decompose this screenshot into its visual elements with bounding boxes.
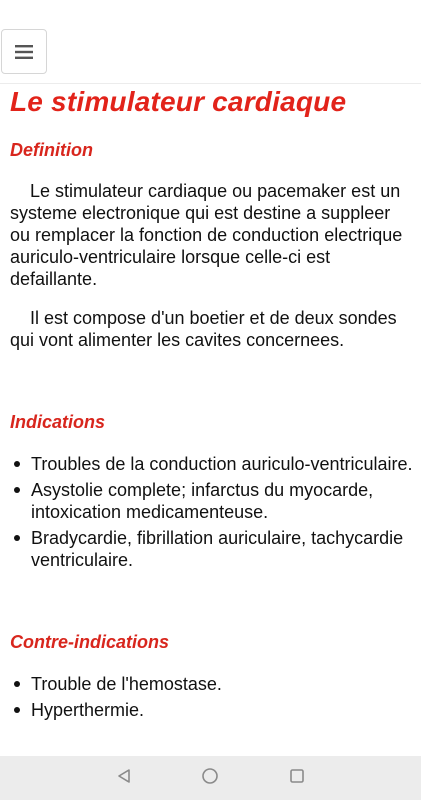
list-item — [10, 453, 414, 475]
recents-square-icon — [289, 768, 305, 789]
bullet-icon — [14, 487, 20, 493]
list-item — [10, 479, 414, 523]
system-nav-bar — [0, 756, 421, 800]
back-triangle-icon — [116, 768, 132, 789]
list-item-text: Troubles de la conduction auriculo-ventriculaire. — [31, 454, 413, 474]
nav-home-button[interactable] — [198, 766, 222, 790]
list-item — [10, 673, 414, 695]
section-heading-indications: Indications — [10, 412, 106, 432]
list-item-text: Trouble de l'hemostase. — [31, 674, 222, 694]
nav-recents-button[interactable] — [285, 766, 309, 790]
bullet-icon — [14, 707, 20, 713]
list-item-text: Hyperthermie. — [31, 700, 145, 720]
page-title: Le stimulateur cardiaque — [10, 86, 347, 117]
section-heading-definition: Definition — [10, 140, 93, 160]
contraindications-list — [10, 673, 414, 725]
list-item — [10, 699, 414, 721]
home-circle-icon — [201, 767, 219, 790]
indications-list — [10, 453, 414, 575]
list-item-text: Asystolie complete; infarctus du myocarde, intoxication medicamenteuse. — [31, 480, 374, 522]
article-content — [0, 84, 421, 756]
section-heading-contraindications: Contre-indications — [10, 632, 170, 652]
nav-back-button[interactable] — [112, 766, 136, 790]
definition-paragraph-2: Il est compose d'un boetier et de deux sondes qui vont alimenter les cavites concernees. — [10, 308, 397, 350]
bullet-icon — [14, 535, 20, 541]
bullet-icon — [14, 461, 20, 467]
app-bar — [0, 0, 421, 84]
menu-button[interactable] — [1, 29, 47, 74]
list-item — [10, 527, 414, 571]
list-item-text: Bradycardie, fibrillation auriculaire, tachycardie ventriculaire. — [31, 528, 404, 570]
definition-paragraph-1: Le stimulateur cardiaque ou pacemaker est un systeme electronique qui est destine a suppleer ou remplacer la fonction de conduction electrique auriculo-ventriculaire lorsque celle-ci est defaillante. — [10, 181, 403, 289]
hamburger-menu-icon — [15, 45, 33, 59]
bullet-icon — [14, 681, 20, 687]
